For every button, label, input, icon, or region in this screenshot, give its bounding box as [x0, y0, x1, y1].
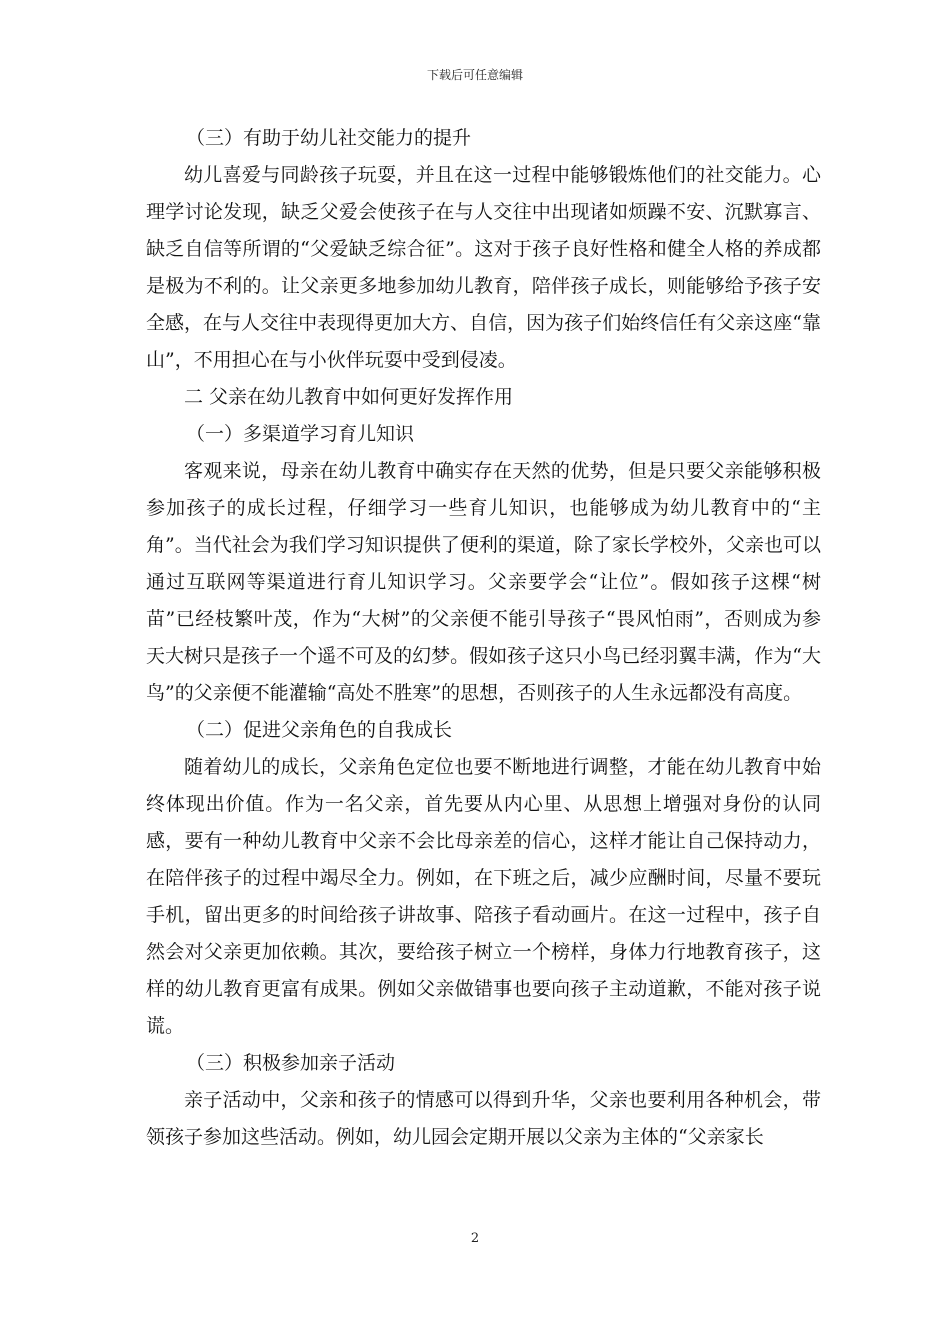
section-heading: 二 父亲在幼儿教育中如何更好发挥作用	[184, 386, 514, 408]
page-header-note: 下载后可任意编辑	[426, 68, 523, 82]
section-subheading: （三）积极参加亲子活动	[186, 1052, 396, 1074]
body-paragraph: 幼儿喜爱与同龄孩子玩耍，并且在这一过程中能够锻炼他们的社交能力。心理学讨论发现，缺乏父爱会使孩子在与人交往中出现诸如烦躁不安、沉默寡言、缺乏自信等所谓的“父爱缺乏综合征”。这对于孩子良好性格和健全人格的养成都是极为不利的。让父亲更多地参加幼儿教育，陪伴孩子成长，则能够给予孩子安全感，在与人交往中表现得更加大方、自信，因为孩子们始终信任有父亲这座“靠山”，不用担心在与小伙伴玩耍中受到侵凌。	[146, 164, 821, 371]
page-number: 2	[470, 1231, 480, 1246]
document-body	[146, 120, 821, 1156]
section-subheading: （三）有助于幼儿社交能力的提升	[186, 127, 472, 149]
body-paragraph: 客观来说，母亲在幼儿教育中确实存在天然的优势，但是只要父亲能够积极参加孩子的成长过程，仔细学习一些育儿知识，也能够成为幼儿教育中的“主角”。当代社会为我们学习知识提供了便利的渠道，除了家长学校外，父亲也可以通过互联网等渠道进行育儿知识学习。父亲要学会“让位”。假如孩子这棵“树苗”已经枝繁叶茂，作为“大树”的父亲便不能引导孩子“畏风怕雨”，否则成为参天大树只是孩子一个遥不可及的幻梦。假如孩子这只小鸟已经羽翼丰满，作为“大鸟”的父亲便不能灌输“高处不胜寒”的思想，否则孩子的人生永远都没有高度。	[146, 460, 821, 704]
section-subheading: （一）多渠道学习育儿知识	[186, 423, 415, 445]
body-paragraph: 亲子活动中，父亲和孩子的情感可以得到升华，父亲也要利用各种机会，带领孩子参加这些活动。例如，幼儿园会定期开展以父亲为主体的“父亲家长	[146, 1089, 821, 1148]
section-subheading: （二）促进父亲角色的自我成长	[186, 719, 453, 741]
body-paragraph: 随着幼儿的成长，父亲角色定位也要不断地进行调整，才能在幼儿教育中始终体现出价值。作为一名父亲，首先要从内心里、从思想上增强对身份的认同感，要有一种幼儿教育中父亲不会比母亲差的信心，这样才能让自己保持动力，在陪伴孩子的过程中竭尽全力。例如，在下班之后，减少应酬时间，尽量不要玩手机，留出更多的时间给孩子讲故事、陪孩子看动画片。在这一过程中，孩子自然会对父亲更加依赖。其次，要给孩子树立一个榜样，身体力行地教育孩子，这样的幼儿教育更富有成果。例如父亲做错事也要向孩子主动道歉，不能对孩子说谎。	[146, 756, 821, 1037]
